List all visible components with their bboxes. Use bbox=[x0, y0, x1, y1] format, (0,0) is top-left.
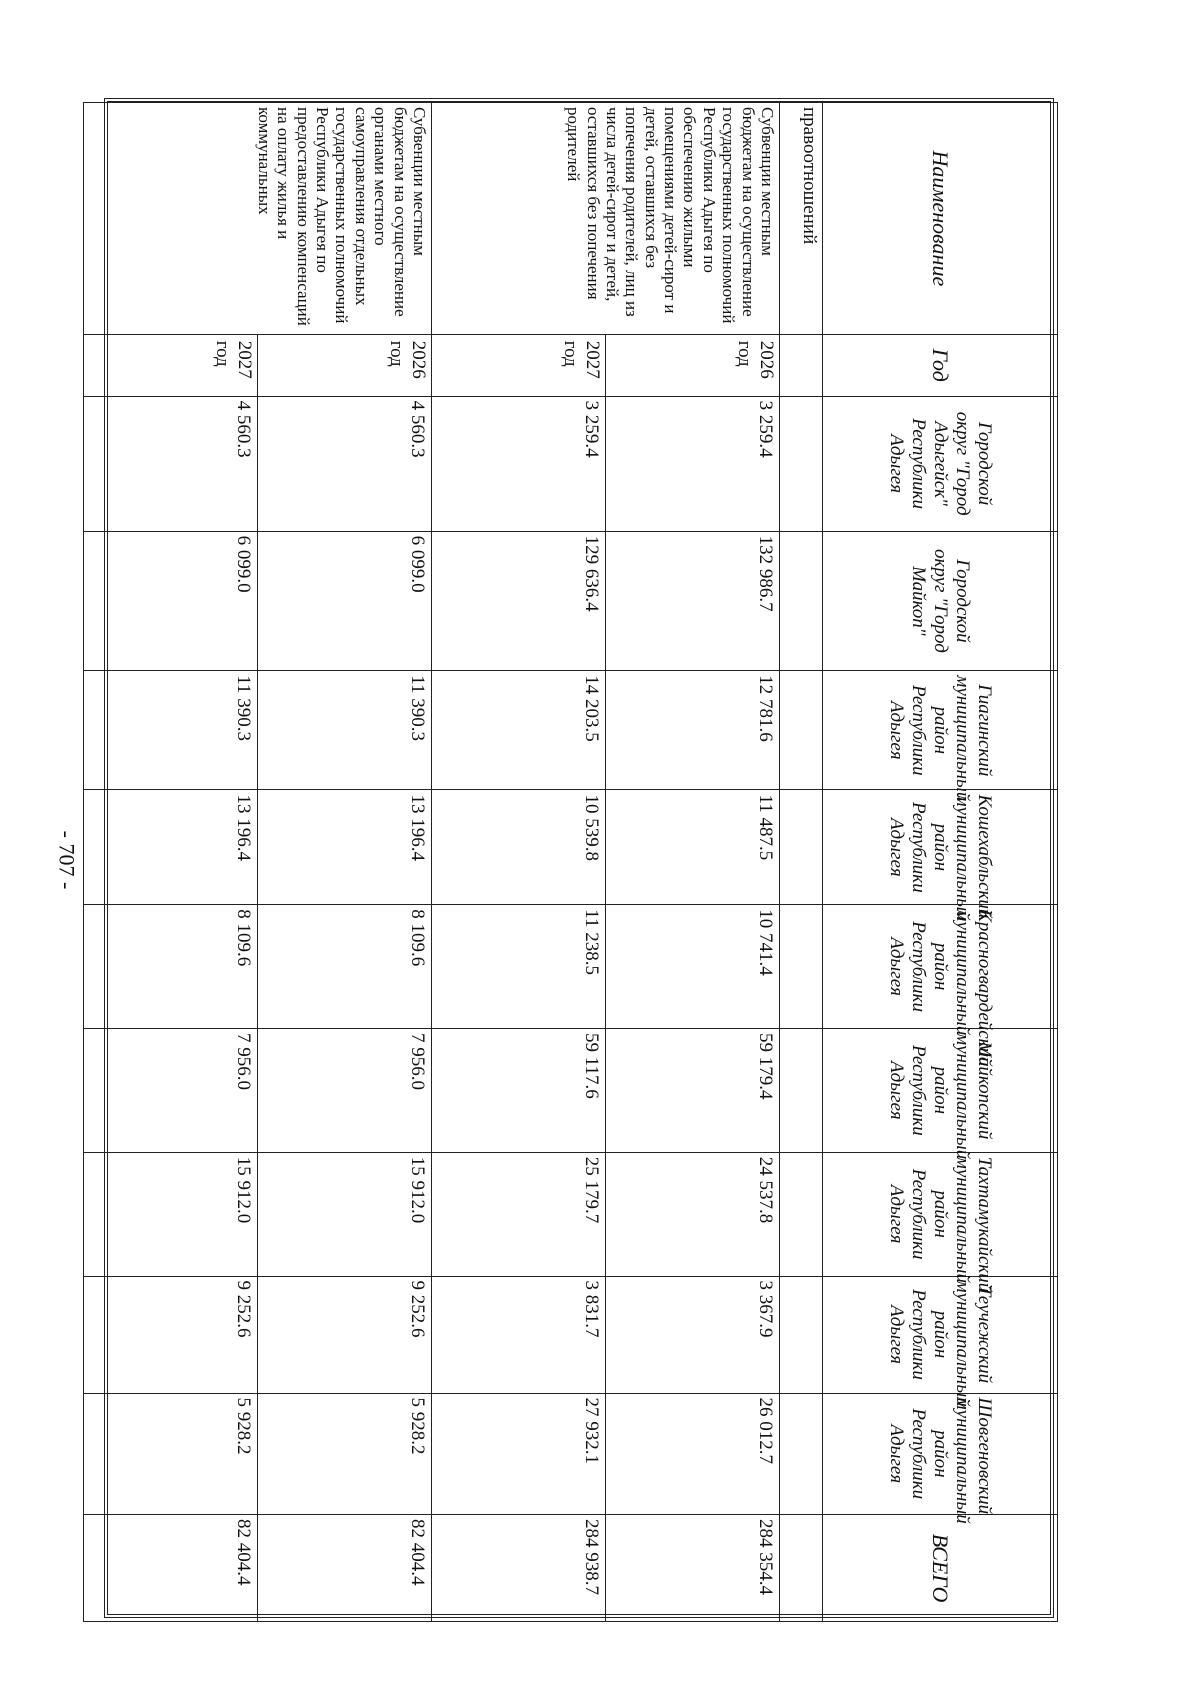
header-col-maykop-city: Городской округ "Город Майкоп" bbox=[823, 531, 1058, 671]
row-year: 2026 год bbox=[258, 334, 432, 396]
value-cell: 15 912.0 bbox=[84, 1152, 258, 1276]
value-cell: 14 203.5 bbox=[432, 671, 606, 790]
value-cell: 13 196.4 bbox=[84, 790, 258, 905]
value-cell: 3 831.7 bbox=[432, 1276, 606, 1393]
value-cell: 11 390.3 bbox=[258, 671, 432, 790]
header-col-krasnogvardeysky: Красногвардейский муниципальный район Республики Адыгея bbox=[823, 905, 1058, 1029]
value-cell: 10 741.4 bbox=[606, 905, 780, 1029]
value-cell: 7 956.0 bbox=[258, 1028, 432, 1152]
row-name: Субвенции местным бюджетам на осуществление органами местного самоуправления отдельных государственных полномочий Республики Адыгея по предоставлению компенсаций на оплату жилья и коммунальных bbox=[84, 103, 432, 335]
row-year: 2027 год bbox=[84, 334, 258, 396]
rotated-table-container bbox=[108, 102, 1058, 1622]
row-year: 2027 год bbox=[432, 334, 606, 396]
value-cell: 9 252.6 bbox=[84, 1276, 258, 1393]
value-cell: 3 259.4 bbox=[432, 396, 606, 531]
value-cell: 25 179.7 bbox=[432, 1152, 606, 1276]
value-cell: 7 956.0 bbox=[84, 1028, 258, 1152]
value-cell: 132 986.7 bbox=[606, 531, 780, 671]
value-cell: 10 539.8 bbox=[432, 790, 606, 905]
value-cell: 11 238.5 bbox=[432, 905, 606, 1029]
header-col-adygeysk: Городской округ "Город Адыгейск" Республики Адыгея bbox=[823, 396, 1058, 531]
total-cell: 284 938.7 bbox=[432, 1515, 606, 1622]
value-cell: 8 109.6 bbox=[84, 905, 258, 1029]
value-cell: 11 487.5 bbox=[606, 790, 780, 905]
value-cell: 8 109.6 bbox=[258, 905, 432, 1029]
header-total: ВСЕГО bbox=[823, 1515, 1058, 1622]
header-col-maykopsky: Майкопский муниципальный район Республики Адыгея bbox=[823, 1028, 1058, 1152]
value-cell: 13 196.4 bbox=[258, 790, 432, 905]
table-row bbox=[606, 103, 780, 1622]
table-header-row bbox=[823, 103, 1058, 1622]
header-year: Год bbox=[823, 334, 1058, 396]
value-cell: 27 932.1 bbox=[432, 1393, 606, 1515]
value-cell: 6 099.0 bbox=[84, 531, 258, 671]
row-year: 2026 год bbox=[606, 334, 780, 396]
value-cell: 4 560.3 bbox=[84, 396, 258, 531]
continuation-text: правоотношений bbox=[780, 103, 823, 335]
total-cell: 284 354.4 bbox=[606, 1515, 780, 1622]
value-cell: 12 781.6 bbox=[606, 671, 780, 790]
value-cell: 26 012.7 bbox=[606, 1393, 780, 1515]
value-cell: 5 928.2 bbox=[84, 1393, 258, 1515]
value-cell: 9 252.6 bbox=[258, 1276, 432, 1393]
value-cell: 59 117.6 bbox=[432, 1028, 606, 1152]
value-cell: 5 928.2 bbox=[258, 1393, 432, 1515]
header-col-takhtamukaysky: Тахтамукайский муниципальный район Республики Адыгея bbox=[823, 1152, 1058, 1276]
header-name: Наименование bbox=[823, 103, 1058, 335]
page-number-text: - 707 - bbox=[54, 830, 79, 890]
value-cell: 129 636.4 bbox=[432, 531, 606, 671]
page-number bbox=[46, 820, 86, 900]
header-col-shovgenovsky: Шовгеновский муниципальный район Республики Адыгея bbox=[823, 1393, 1058, 1515]
header-col-koshekhablsky: Кошехабльский муниципальный район Республики Адыгея bbox=[823, 790, 1058, 905]
value-cell: 4 560.3 bbox=[258, 396, 432, 531]
value-cell: 11 390.3 bbox=[84, 671, 258, 790]
value-cell: 59 179.4 bbox=[606, 1028, 780, 1152]
data-table bbox=[83, 102, 1058, 1622]
value-cell: 24 537.8 bbox=[606, 1152, 780, 1276]
value-cell: 3 259.4 bbox=[606, 396, 780, 531]
header-col-giaginsky: Гиагинский муниципальный район Республики Адыгея bbox=[823, 671, 1058, 790]
header-col-teuchezhsky: Теучежский муниципальный район Республики Адыгея bbox=[823, 1276, 1058, 1393]
table-row bbox=[258, 103, 432, 1622]
row-name: Субвенции местным бюджетам на осуществление государственных полномочий Республики Адыгея по обеспечению жилыми помещениями детей-сирот и детей, оставшихся без попечения родителей, лиц из числа детей-сирот и детей, оставшихся без попечения родителей bbox=[432, 103, 780, 335]
value-cell: 3 367.9 bbox=[606, 1276, 780, 1393]
value-cell: 6 099.0 bbox=[258, 531, 432, 671]
data-table-frame bbox=[104, 98, 1054, 1618]
total-cell: 82 404.4 bbox=[84, 1515, 258, 1622]
value-cell: 15 912.0 bbox=[258, 1152, 432, 1276]
continuation-row bbox=[780, 103, 823, 1622]
total-cell: 82 404.4 bbox=[258, 1515, 432, 1622]
